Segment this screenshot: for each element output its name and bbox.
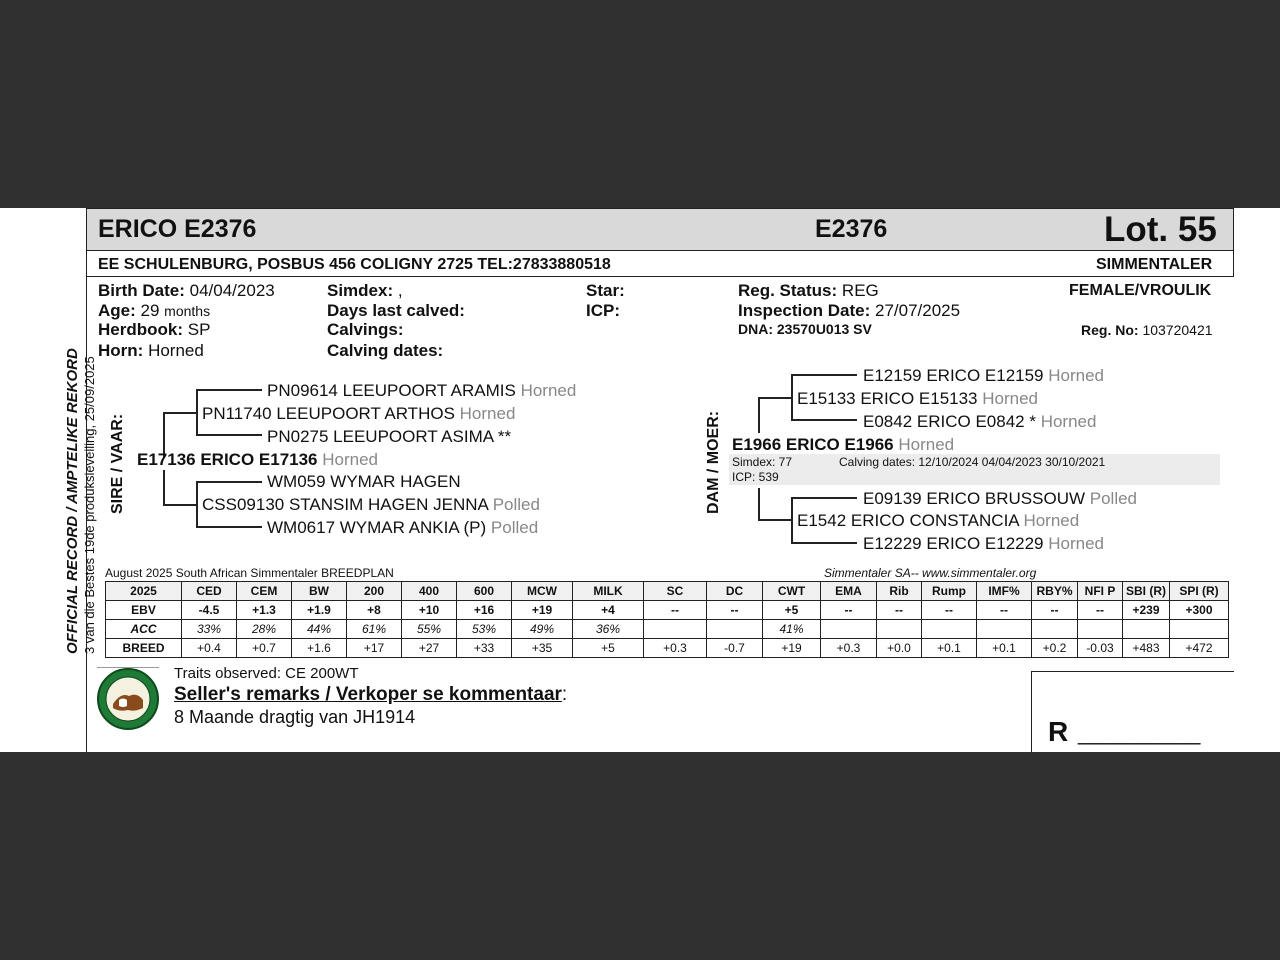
birth-date: 04/04/2023: [189, 281, 275, 300]
table-cell: [821, 620, 877, 639]
birth-date-row: [98, 281, 275, 301]
simmentaler-logo-icon: [97, 668, 159, 730]
remarks-colon: :: [561, 684, 568, 705]
age-row: [98, 301, 210, 321]
age-unit: months: [164, 303, 211, 319]
sire-name: E17136 ERICO E17136: [137, 450, 318, 469]
icp-label: ICP:: [586, 301, 620, 320]
table-cell: --: [821, 601, 877, 620]
table-cell: 36%: [573, 620, 644, 639]
table-cell: 28%: [237, 620, 292, 639]
sire-label: SIRE / VAAR:: [109, 413, 126, 514]
table-cell: [877, 620, 922, 639]
ddd-line: [791, 542, 857, 544]
table-cell: [707, 620, 763, 639]
dam-horn: Horned: [898, 435, 955, 454]
table-cell: Rump: [922, 582, 977, 601]
ddd-horn: Horned: [1048, 534, 1105, 553]
sss-name: PN09614 LEEUPOORT ARAMIS: [267, 381, 516, 400]
table-cell: +0.1: [922, 639, 977, 658]
dd-bracket: [791, 497, 793, 543]
dna-info: DNA: 23570U013 SV: [738, 321, 872, 337]
dds-horn: Polled: [1089, 489, 1138, 508]
ss-horn: Horned: [459, 404, 516, 423]
lot-card: [0, 208, 1280, 752]
table-cell: BREED: [106, 639, 182, 658]
table-cell: -4.5: [182, 601, 237, 620]
table-cell: +0.4: [182, 639, 237, 658]
table-cell: +0.0: [877, 639, 922, 658]
table-cell: +472: [1170, 639, 1229, 658]
dd-name: E1542 ERICO CONSTANCIA: [797, 511, 1019, 530]
table-cell: CEM: [237, 582, 292, 601]
dsd-entry: [863, 412, 1096, 432]
reg-no-row: [1081, 322, 1213, 338]
table-cell: EBV: [106, 601, 182, 620]
table-cell: 49%: [512, 620, 573, 639]
dam-entry: [732, 435, 954, 455]
table-cell: --: [707, 601, 763, 620]
dam-line-top: [758, 397, 791, 399]
table-cell: -0.03: [1078, 639, 1123, 658]
table-cell: [1170, 620, 1229, 639]
table-cell: SBI (R): [1123, 582, 1170, 601]
ss-name: PN11740 LEEUPOORT ARTHOS: [202, 404, 455, 423]
table-cell: +1.9: [292, 601, 347, 620]
ds-horn: Horned: [982, 389, 1039, 408]
simdex-label: Simdex:: [327, 281, 394, 300]
official-record-label: OFFICIAL RECORD / AMPTELIKE REKORD: [64, 348, 81, 654]
table-cell: +5: [763, 601, 821, 620]
dds-entry: [863, 489, 1137, 509]
table-cell: +0.3: [821, 639, 877, 658]
sire-entry: [137, 450, 378, 470]
sale-name: 3 van die Bestes 19de produksieveiling, 25/09/2025: [82, 356, 97, 654]
reg-status-label: Reg. Status:: [738, 281, 838, 300]
header-bar: [86, 208, 1234, 251]
table-cell: +5: [573, 639, 644, 658]
reg-no-label: Reg. No:: [1081, 322, 1139, 338]
ds-entry: [797, 389, 1038, 409]
sdd-name: WM0617 WYMAR ANKIA (P): [267, 518, 487, 537]
sire-line-bottom: [163, 504, 196, 506]
table-cell: 55%: [402, 620, 457, 639]
remarks-heading: [174, 684, 567, 706]
table-cell: --: [922, 601, 977, 620]
breedplan-site: Simmentaler SA-- www.simmentaler.org: [824, 566, 1037, 580]
dam-icp: ICP: 539: [732, 470, 779, 484]
table-cell: [977, 620, 1032, 639]
table-cell: SPI (R): [1170, 582, 1229, 601]
ddd-entry: [863, 534, 1104, 554]
lot-number: Lot. 55: [1104, 210, 1217, 249]
table-cell: CED: [182, 582, 237, 601]
table-cell: +19: [763, 639, 821, 658]
table-cell: 600: [457, 582, 512, 601]
reg-status: REG: [841, 281, 879, 300]
table-cell: 61%: [347, 620, 402, 639]
table-cell: +0.7: [237, 639, 292, 658]
table-cell: +10: [402, 601, 457, 620]
birth-date-label: Birth Date:: [98, 281, 185, 300]
table-cell: +16: [457, 601, 512, 620]
reg-no: 103720421: [1142, 322, 1213, 338]
table-cell: ACC: [106, 620, 182, 639]
herdbook: SP: [187, 320, 211, 339]
calvings-label: Calvings:: [327, 320, 404, 339]
ds-name: E15133 ERICO E15133: [797, 389, 978, 408]
table-cell: --: [1078, 601, 1123, 620]
days-last-calved-label: Days last calved:: [327, 301, 465, 320]
ddd-name: E12229 ERICO E12229: [863, 534, 1044, 553]
table-cell: [1123, 620, 1170, 639]
herdbook-label: Herdbook:: [98, 320, 183, 339]
age-label: Age:: [98, 301, 136, 320]
table-cell: +0.3: [644, 639, 707, 658]
dss-horn: Horned: [1048, 366, 1105, 385]
star-label: Star:: [586, 281, 625, 300]
simdex: ,: [397, 281, 403, 300]
table-cell: IMF%: [977, 582, 1032, 601]
herdbook-row: [98, 320, 210, 340]
table-cell: +35: [512, 639, 573, 658]
table-cell: 400: [402, 582, 457, 601]
animal-id: E2376: [815, 215, 888, 243]
dsd-line: [791, 419, 857, 421]
sire-bracket-low: [163, 470, 165, 504]
sss-line: [196, 389, 262, 391]
breed-name: SIMMENTALER: [1096, 256, 1213, 273]
simdex-row: [327, 281, 403, 301]
breedplan-title: August 2025 South African Simmentaler BREEDPLAN: [105, 566, 394, 580]
table-cell: 53%: [457, 620, 512, 639]
inspection-date-label: Inspection Date:: [738, 301, 871, 320]
sds-line: [196, 481, 262, 483]
sd-entry: [202, 495, 540, 515]
dds-line: [791, 497, 857, 499]
dam-line-bottom: [758, 519, 791, 521]
table-cell: MCW: [512, 582, 573, 601]
table-cell: --: [644, 601, 707, 620]
table-cell: DC: [707, 582, 763, 601]
calving-dates-label: Calving dates:: [327, 341, 444, 360]
table-cell: MILK: [573, 582, 644, 601]
dam-simdex: Simdex: 77: [732, 455, 793, 469]
table-cell: +1.6: [292, 639, 347, 658]
inspection-date: 27/07/2025: [874, 301, 961, 320]
dss-name: E12159 ERICO E12159: [863, 366, 1044, 385]
ssd-entry: [267, 427, 511, 447]
dam-bracket-top: [758, 397, 760, 433]
sss-entry: [267, 381, 576, 401]
table-cell: +8: [347, 601, 402, 620]
sdd-entry: [267, 518, 538, 538]
sire-line-top: [163, 412, 196, 414]
dam-calving-dates: Calving dates: 12/10/2024 04/04/2023 30/10/2021: [839, 455, 1106, 469]
dd-horn: Horned: [1023, 511, 1080, 530]
dam-name: E1966 ERICO E1966: [732, 435, 894, 454]
table-cell: [1032, 620, 1078, 639]
table-row: [106, 601, 1229, 620]
table-cell: +1.3: [237, 601, 292, 620]
sex: FEMALE/VROULIK: [1069, 282, 1212, 299]
sire-horn: Horned: [322, 450, 379, 469]
table-cell: 41%: [763, 620, 821, 639]
table-cell: --: [877, 601, 922, 620]
horn: Horned: [148, 341, 204, 360]
table-cell: 33%: [182, 620, 237, 639]
table-cell: -0.7: [707, 639, 763, 658]
table-row: [106, 639, 1229, 658]
table-cell: +19: [512, 601, 573, 620]
table-cell: +33: [457, 639, 512, 658]
dd-entry: [797, 511, 1079, 531]
age-value: 29: [140, 301, 160, 320]
dsd-horn: Horned: [1040, 412, 1097, 431]
sss-horn: Horned: [520, 381, 577, 400]
dsd-name: E0842 ERICO E0842 *: [863, 412, 1036, 431]
inspection-date-row: [738, 301, 960, 321]
table-row: [106, 620, 1229, 639]
table-cell: 2025: [106, 582, 182, 601]
sdd-horn: Polled: [490, 518, 539, 537]
table-cell: --: [977, 601, 1032, 620]
table-cell: +300: [1170, 601, 1229, 620]
horn-label: Horn:: [98, 341, 144, 360]
table-cell: 44%: [292, 620, 347, 639]
dam-label: DAM / MOER:: [705, 410, 722, 514]
table-cell: [1078, 620, 1123, 639]
table-header-row: [106, 582, 1229, 601]
dds-name: E09139 ERICO BRUSSOUW: [863, 489, 1086, 508]
sdd-line: [196, 526, 262, 528]
table-cell: +17: [347, 639, 402, 658]
table-cell: +27: [402, 639, 457, 658]
table-cell: Rib: [877, 582, 922, 601]
sds-entry: [267, 472, 461, 492]
animal-name: ERICO E2376: [98, 215, 257, 243]
ssd-name: PN0275 LEEUPOORT ASIMA **: [267, 427, 512, 446]
sd-name: CSS09130 STANSIM HAGEN JENNA: [202, 495, 488, 514]
table-cell: CWT: [763, 582, 821, 601]
dam-bracket-low: [758, 488, 760, 520]
sd-bracket: [196, 481, 198, 527]
table-cell: +4: [573, 601, 644, 620]
table-cell: --: [1032, 601, 1078, 620]
table-cell: [922, 620, 977, 639]
table-cell: +0.2: [1032, 639, 1078, 658]
table-cell: BW: [292, 582, 347, 601]
breedplan-table: [105, 581, 1229, 658]
table-cell: RBY%: [1032, 582, 1078, 601]
table-cell: SC: [644, 582, 707, 601]
sd-horn: Polled: [492, 495, 540, 514]
ss-entry: [202, 404, 515, 424]
dss-line: [791, 374, 857, 376]
traits-observed: Traits observed: CE 200WT: [174, 665, 359, 682]
ss-bracket: [196, 389, 198, 435]
remarks-title: Seller's remarks / Verkoper se kommentaar: [174, 684, 562, 705]
remarks-text: 8 Maande dragtig van JH1914: [174, 707, 416, 727]
table-cell: [644, 620, 707, 639]
table-cell: +0.1: [977, 639, 1032, 658]
sds-name: WM059 WYMAR HAGEN: [267, 472, 461, 491]
table-cell: EMA: [821, 582, 877, 601]
price-line[interactable]: __________: [1078, 720, 1201, 745]
table-cell: NFI P: [1078, 582, 1123, 601]
ssd-line: [196, 434, 262, 436]
breeder-address: EE SCHULENBURG, POSBUS 456 COLIGNY 2725 TEL:27833880518: [98, 256, 611, 273]
table-cell: +483: [1123, 639, 1170, 658]
dss-entry: [863, 366, 1104, 386]
ds-bracket: [791, 374, 793, 420]
price-label: R: [1048, 716, 1069, 747]
horn-row: [98, 341, 204, 361]
table-cell: 200: [347, 582, 402, 601]
table-cell: +239: [1123, 601, 1170, 620]
reg-status-row: [738, 281, 879, 301]
